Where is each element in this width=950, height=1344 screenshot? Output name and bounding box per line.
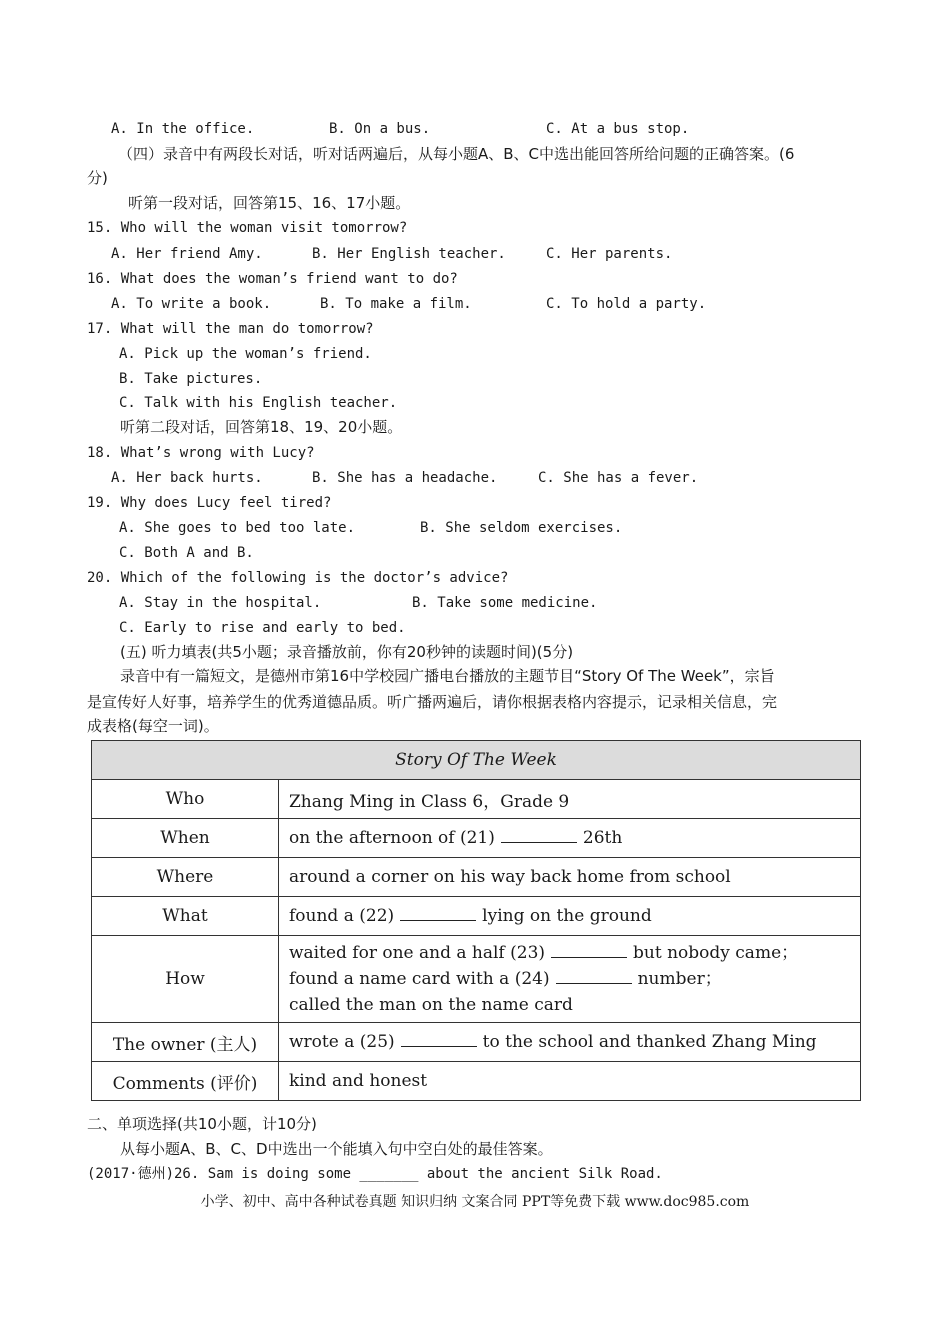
- section4-title: （四）录音中有两段长对话，听对话两遍后，从每小题A、B、C中选出能回答所给问题的正确答案。(6: [118, 145, 795, 163]
- table-title: Story Of The Week: [92, 741, 861, 780]
- section5-desc-2: 是宣传好人好事，培养学生的优秀道德品质。听广播两遍后，请你根据表格内容提示，记录相关信息，完: [87, 693, 778, 711]
- q20-option-b: B. Take some medicine.: [412, 595, 598, 611]
- part2-title: 二、单项选择(共10小题，计10分): [87, 1115, 317, 1133]
- owner-text-after: to the school and thanked Zhang Ming: [482, 1032, 817, 1052]
- question-26: (2017·德州)26. Sam is doing some _______ about the ancient Silk Road.: [87, 1166, 663, 1182]
- q16-option-b: B. To make a film.: [320, 296, 472, 312]
- q14-option-b: B. On a bus.: [329, 121, 431, 137]
- q18-option-c: C. She has a fever.: [538, 470, 699, 486]
- q18-option-b: B. She has a headache.: [312, 470, 498, 486]
- part2-instruction: 从每小题A、B、C、D中选出一个能填入句中空白处的最佳答案。: [120, 1140, 553, 1158]
- blank-24[interactable]: [556, 969, 632, 984]
- q19-option-a: A. She goes to bed too late.: [119, 520, 356, 536]
- section5-desc-1: 录音中有一篇短文，是德州市第16中学校园广播电台播放的主题节目“Story Of The Week”，宗旨: [120, 667, 775, 685]
- question-16: 16. What does the woman’s friend want to do?: [87, 271, 458, 287]
- q15-option-b: B. Her English teacher.: [312, 246, 506, 262]
- q16-option-c: C. To hold a party.: [546, 296, 707, 312]
- when-text-before: on the afternoon of (21): [289, 828, 495, 848]
- how-cell: [279, 936, 861, 1023]
- q15-option-c: C. Her parents.: [546, 246, 673, 262]
- q14-option-c: C. At a bus stop.: [546, 121, 690, 137]
- how-label: How: [92, 936, 279, 1023]
- where-label: Where: [92, 858, 279, 897]
- q15-option-a: A. Her friend Amy.: [111, 246, 263, 262]
- comments-label: Comments (评价): [92, 1062, 279, 1101]
- story-table: [91, 740, 861, 1101]
- q19-option-c: C. Both A and B.: [119, 545, 254, 561]
- table-row: [92, 858, 861, 897]
- comments-value: kind and honest: [279, 1062, 861, 1101]
- table-row: [92, 780, 861, 819]
- blank-22[interactable]: [400, 906, 476, 921]
- q16-option-a: A. To write a book.: [111, 296, 272, 312]
- owner-label: The owner (主人): [92, 1023, 279, 1062]
- what-text-before: found a (22): [289, 906, 395, 926]
- how-line-3: called the man on the name card: [289, 995, 573, 1015]
- who-value: Zhang Ming in Class 6，Grade 9: [279, 780, 861, 819]
- what-text-after: lying on the ground: [482, 906, 652, 926]
- how-2-text-after: number；: [637, 969, 722, 989]
- question-17: 17. What will the man do tomorrow?: [87, 321, 374, 337]
- when-cell: [279, 819, 861, 858]
- table-header-row: [92, 741, 861, 780]
- when-text-after: 26th: [582, 828, 623, 848]
- question-20: 20. Which of the following is the doctor’s advice?: [87, 570, 509, 586]
- table-row: [92, 1023, 861, 1062]
- how-1-text-after: but nobody came；: [633, 943, 799, 963]
- table-row: [92, 1062, 861, 1101]
- blank-25[interactable]: [401, 1032, 477, 1047]
- when-label: When: [92, 819, 279, 858]
- table-row: [92, 819, 861, 858]
- q19-option-b: B. She seldom exercises.: [420, 520, 623, 536]
- question-18: 18. What’s wrong with Lucy?: [87, 445, 315, 461]
- q14-option-a: A. In the office.: [111, 121, 255, 137]
- q18-option-a: A. Her back hurts.: [111, 470, 263, 486]
- question-19: 19. Why does Lucy feel tired?: [87, 495, 332, 511]
- q17-option-b: B. Take pictures.: [119, 371, 263, 387]
- table-row: [92, 936, 861, 1023]
- blank-21[interactable]: [501, 828, 577, 843]
- q20-option-c: C. Early to rise and early to bed.: [119, 620, 406, 636]
- how-2-text-before: found a name card with a (24): [289, 969, 550, 989]
- q17-option-a: A. Pick up the woman’s friend.: [119, 346, 372, 362]
- what-cell: [279, 897, 861, 936]
- q20-option-a: A. Stay in the hospital.: [119, 595, 322, 611]
- dialog1-intro: 听第一段对话，回答第15、16、17小题。: [128, 194, 411, 212]
- what-label: What: [92, 897, 279, 936]
- blank-23[interactable]: [551, 943, 627, 958]
- question-15: 15. Who will the woman visit tomorrow?: [87, 220, 408, 236]
- owner-cell: [279, 1023, 861, 1062]
- where-value: around a corner on his way back home from school: [279, 858, 861, 897]
- how-line-1: [289, 940, 850, 966]
- section5-title: (五) 听力填表(共5小题；录音播放前，你有20秒钟的读题时间)(5分): [120, 643, 574, 661]
- owner-text-before: wrote a (25): [289, 1032, 395, 1052]
- how-line-2: [289, 966, 850, 992]
- who-label: Who: [92, 780, 279, 819]
- how-1-text-before: waited for one and a half (23): [289, 943, 546, 963]
- section5-desc-3: 成表格(每空一词)。: [87, 717, 219, 735]
- section4-title-cont: 分): [87, 169, 108, 187]
- page-footer: 小学、初中、高中各种试卷真题 知识归纳 文案合同 PPT等免费下载 www.doc985.com: [200, 1194, 750, 1210]
- q17-option-c: C. Talk with his English teacher.: [119, 395, 398, 411]
- table-row: [92, 897, 861, 936]
- dialog2-intro: 听第二段对话，回答第18、19、20小题。: [120, 418, 403, 436]
